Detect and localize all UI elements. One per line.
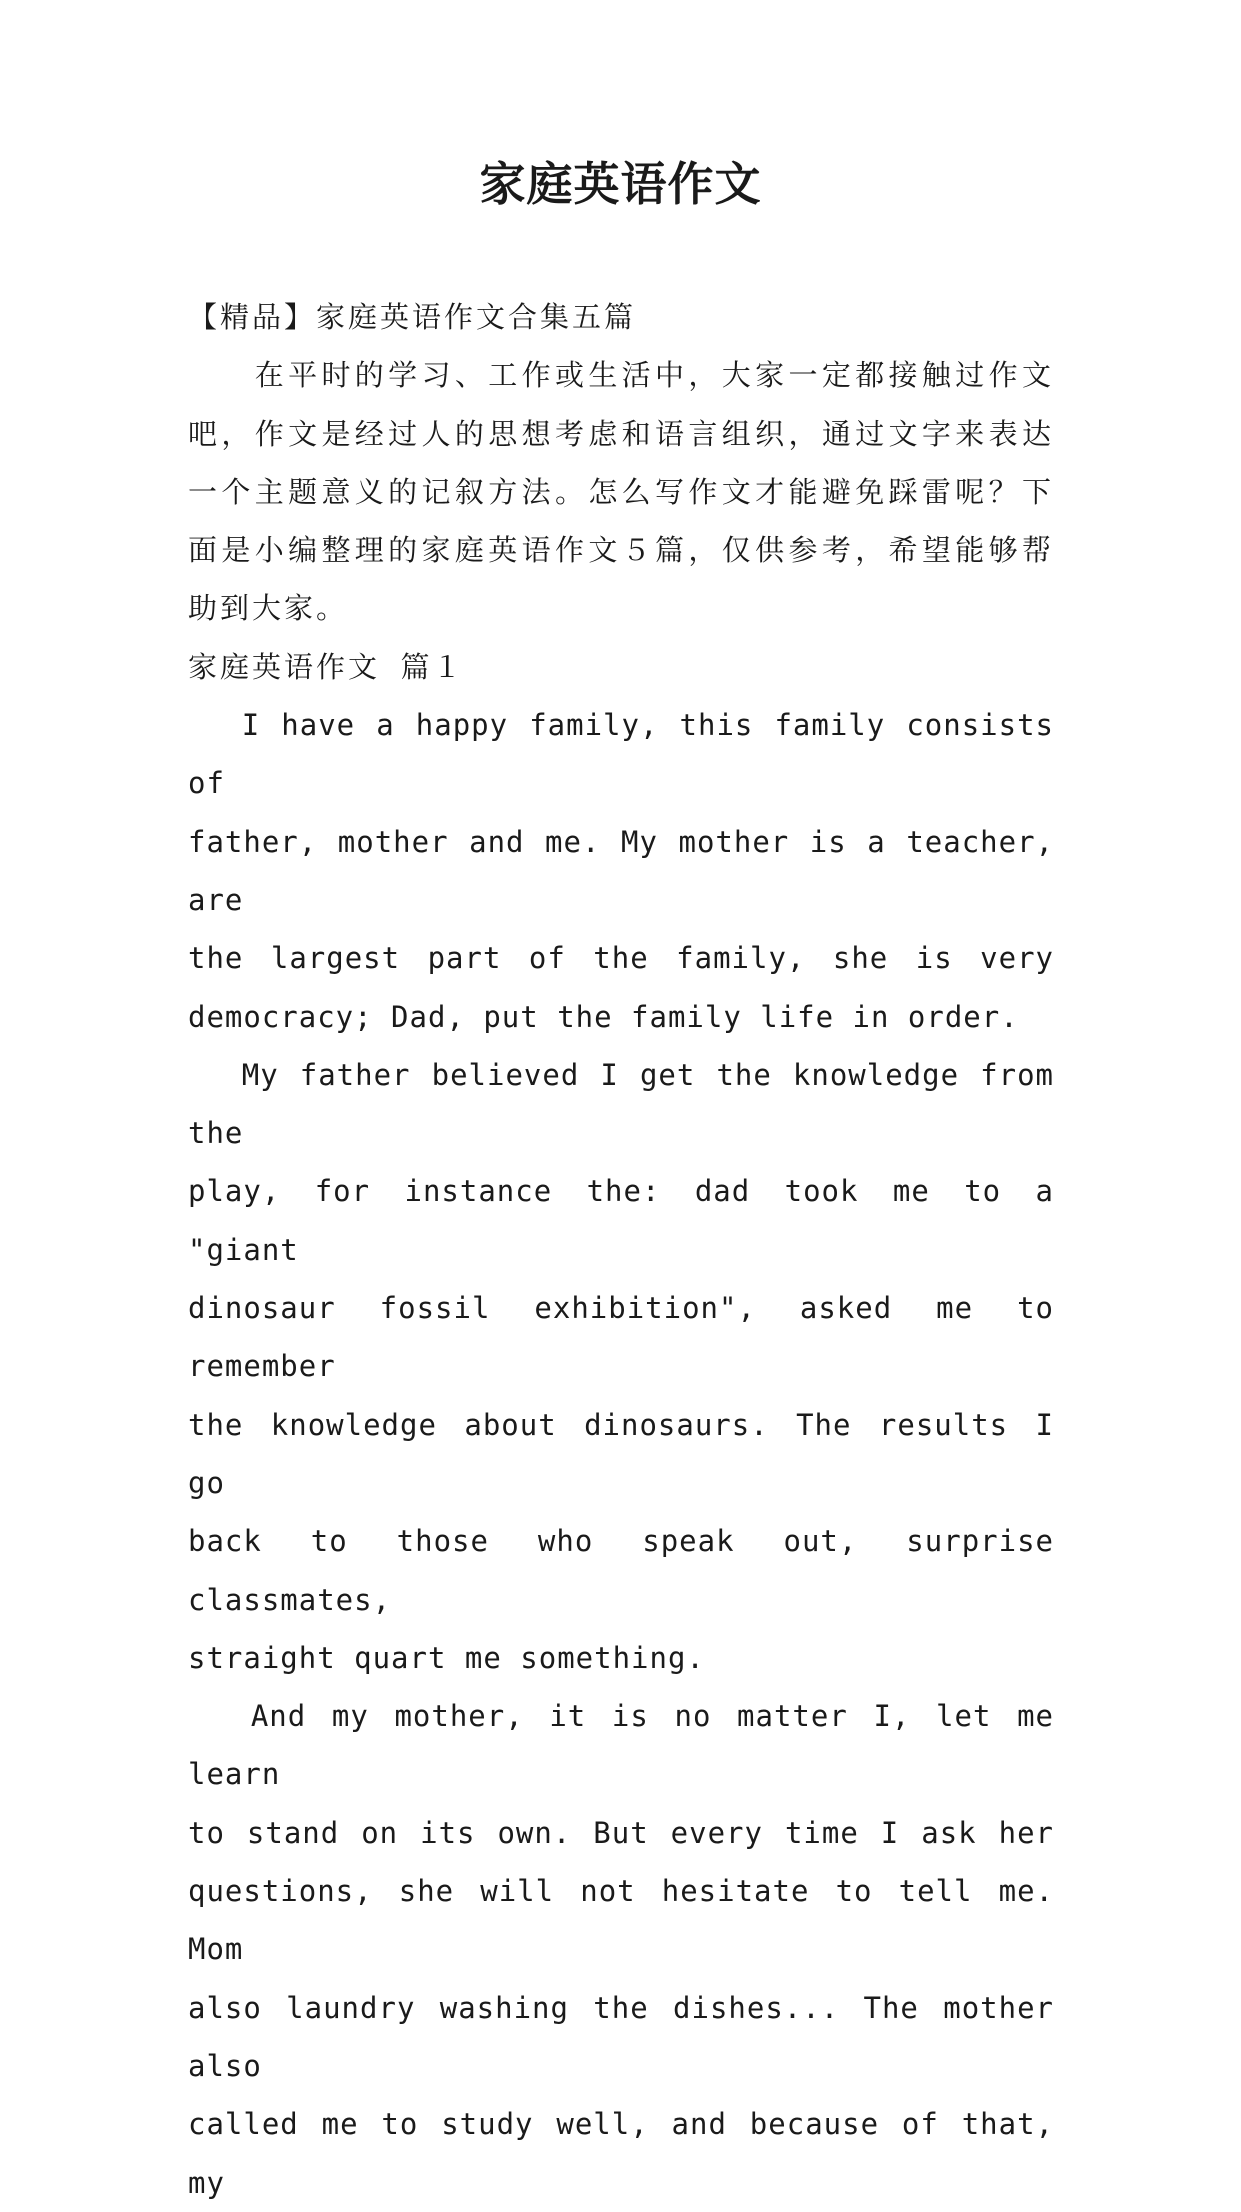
paragraph-line: straight quart me something. (188, 1640, 705, 1675)
paragraph-line: back to those who speak out, surprise classmates, (188, 1524, 1054, 1617)
paragraph-line: democracy; Dad, put the family life in order. (188, 999, 1019, 1034)
intro-line: 在平时的学习、工作或生活中，大家一定都接触过作文 (188, 358, 1054, 393)
paragraph-line: also laundry washing the dishes... The mother also (188, 1990, 1054, 2083)
paragraph-line: to stand on its own. But every time I ask her (188, 1815, 1054, 1850)
intro-line: 助到大家。 (188, 591, 349, 626)
paragraph-line: the largest part of the family, she is very (188, 941, 1054, 976)
paragraph-line: the knowledge about dinosaurs. The results I go (188, 1407, 1054, 1500)
paragraph-line: questions, she will not hesitate to tell me. Mom (188, 1874, 1054, 1967)
subtitle: 【精品】家庭英语作文合集五篇 (188, 300, 637, 334)
intro-line: 一个主题意义的记叙方法。怎么写作文才能避免踩雷呢？下 (188, 474, 1054, 509)
paragraph-line: father, mother and me. My mother is a teacher, are (188, 824, 1054, 917)
intro-line: 吧，作文是经过人的思想考虑和语言组织，通过文字来表达 (188, 416, 1054, 451)
page-title: 家庭英语作文 (479, 157, 762, 211)
paragraph-line: And my mother, it is no matter I, let me learn (188, 1699, 1054, 1792)
section-heading: 家庭英语作文 篇１ (188, 649, 465, 684)
intro-line: 面是小编整理的家庭英语作文５篇，仅供参考，希望能够帮 (188, 533, 1054, 568)
document-body (188, 288, 1054, 2212)
paragraph-line: dinosaur fossil exhibition", asked me to remember (188, 1291, 1054, 1384)
paragraph-line: play, for instance the: dad took me to a "giant (188, 1174, 1054, 1267)
paragraph-line: My father believed I get the knowledge from the (188, 1057, 1054, 1151)
paragraph-line: I have a happy family, this family consists of (188, 708, 1054, 801)
paragraph-line: called me to study well, and because of that, my (188, 2107, 1054, 2200)
